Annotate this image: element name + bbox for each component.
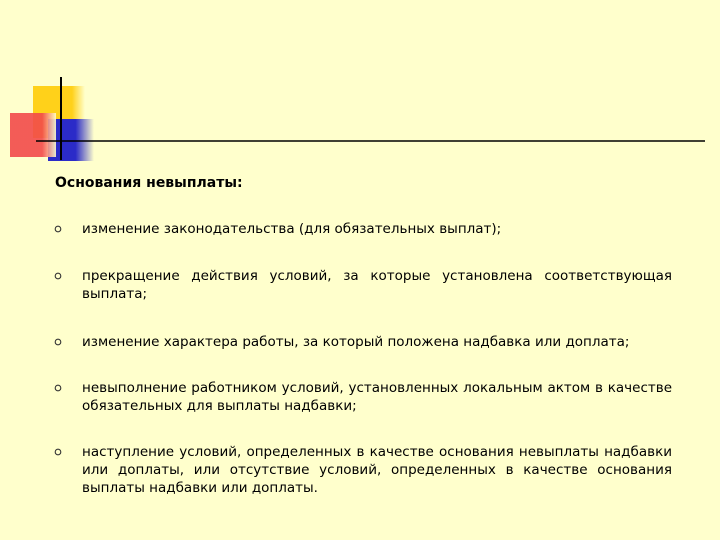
- circle-bullet-icon: [54, 384, 62, 392]
- circle-bullet-icon: [54, 448, 62, 456]
- list-item-text: прекращение действия условий, за которые установлена соответствующая выплата;: [82, 268, 672, 302]
- circle-bullet-icon: [54, 338, 62, 346]
- section-heading: Основания невыплаты:: [55, 175, 243, 191]
- list-item-text: невыполнение работником условий, установленных локальным актом в качестве обязательных для выплаты надбавки;: [82, 380, 672, 414]
- list-item-text: наступление условий, определенных в качестве основания невыплаты надбавки или доплаты, или отсутствие условий, определенных в качестве основания выплаты надбавки или доплаты.: [82, 444, 672, 496]
- red-square: [10, 113, 56, 157]
- decorative-header-graphic: [0, 0, 720, 170]
- list-item-text: изменение законодательства (для обязательных выплат);: [82, 221, 502, 237]
- circle-bullet-icon: [54, 225, 62, 233]
- list-item-text: изменение характера работы, за который положена надбавка или доплата;: [82, 334, 630, 350]
- circle-bullet-icon: [54, 272, 62, 280]
